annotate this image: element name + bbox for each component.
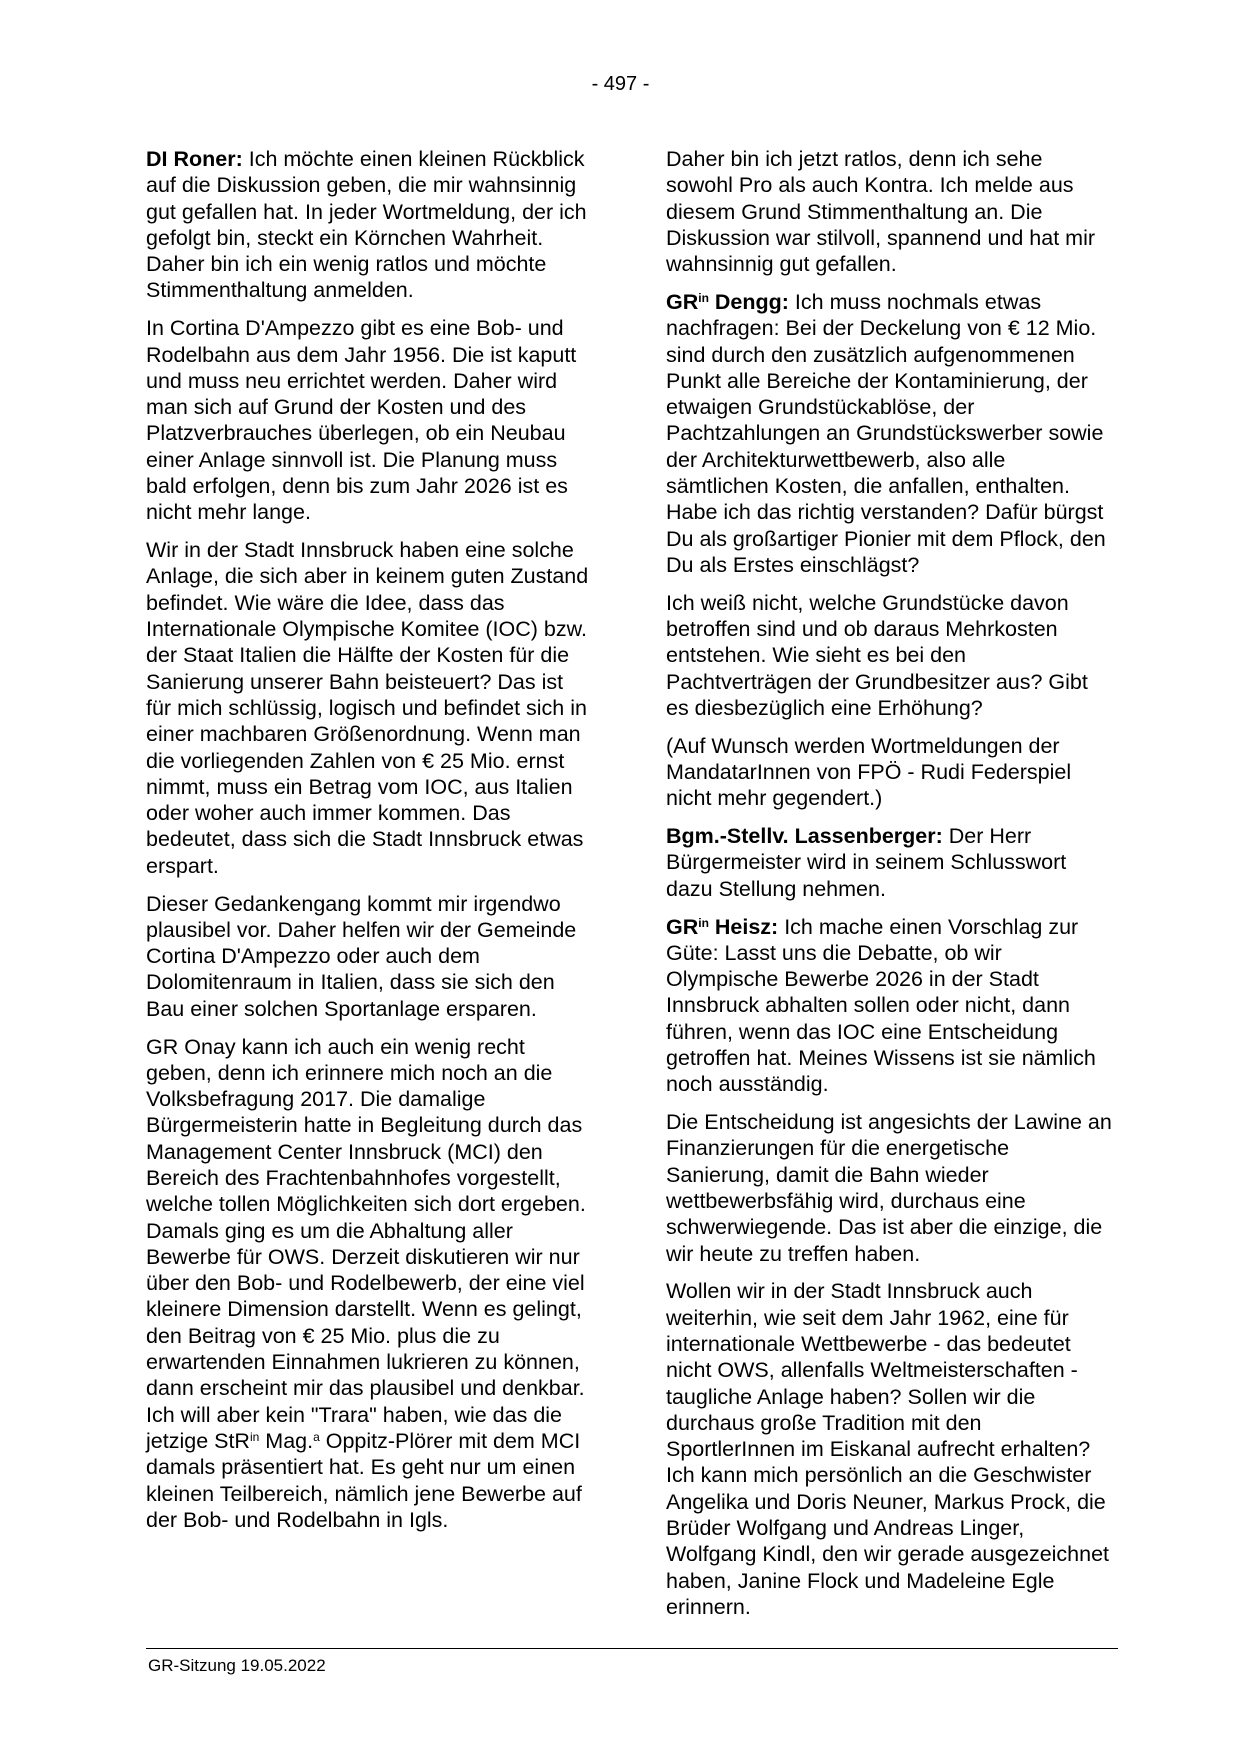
paragraph-text: Ich mache einen Vorschlag zur Güte: Lasst uns die Debatte, ob wir Olympische Bewerbe 2026 in der Stadt Innsbruck abhalten sollen oder nicht, dann führen, wenn das IOC eine Entscheidung getroffen hat. Meines Wissens ist sie nämlich noch ausständig.: [666, 914, 1096, 1097]
paragraph: (Auf Wunsch werden Wortmeldungen der MandatarInnen von FPÖ - Rudi Federspiel nicht mehr gegendert.): [666, 733, 1072, 811]
paragraph: In Cortina D'Ampezzo gibt es eine Bob- und Rodelbahn aus dem Jahr 1956. Die ist kaputt und muss neu errichtet werden. Daher wird man sich auf Grund der Kosten und des Platzverbrauches überlegen, ob ein Neubau einer Anlage sinnvoll ist. Die Planung muss bald erfolgen, denn bis zum Jahr 2026 ist es nicht mehr lange.: [146, 316, 577, 525]
speaker-prefix: GR: [666, 289, 699, 314]
speaker-name: Bgm.-Stellv. Lassenberger:: [666, 824, 943, 849]
paragraph: Dieser Gedankengang kommt mir irgendwo plausibel vor. Daher helfen wir der Gemeinde Cortina D'Ampezzo oder auch dem Dolomitenraum in Italien, dass sie sich den Bau einer solchen Sportanlage ersparen.: [146, 891, 577, 1021]
paragraph-text: Ich muss nochmals etwas nachfragen: Bei der Deckelung von € 12 Mio. sind durch den zusätzlich aufgenommenen Punkt alle Bereiche der Kontaminierung, der etwaigen Grundstückablöse, der Pachtzahlungen an Grundstückswerber sowie der Architekturwettbewerb, also alle sämtlichen Kosten, die anfallen, enthalten. Habe ich das richtig verstanden? Dafür bürgst Du als großartiger Pionier mit dem Pflock, den Du als Erstes einschlägst?: [666, 289, 1106, 577]
paragraph: [666, 823, 1114, 902]
paragraph-text: GR Onay kann ich auch ein wenig recht geben, denn ich erinnere mich noch an die Volksbefragung 2017. Die damalige Bürgermeisterin hatte in Begleitung durch das Management Center Innsbruck (MCI) den Bereich des Frachtenbahnhofes vorgestellt, welche tollen Möglichkeiten sich dort ergeben. Damals ging es um die Abhaltung aller Bewerbe für OWS. Derzeit diskutieren wir nur über den Bob- und Rodelbewerb, der eine viel kleinere Dimension darstellt. Wenn es gelingt, den Beitrag von € 25 Mio. plus die zu erwartenden Einnahmen lukrieren zu können, dann erscheint mir das plausibel und denkbar. Ich will aber kein "Trara" haben, wie das die jetzige StR: [146, 1034, 586, 1453]
speaker-name: [666, 915, 778, 939]
speaker-superscript: in: [698, 915, 709, 930]
left-column: [146, 146, 594, 1545]
paragraph: [666, 914, 1114, 1098]
paragraph-text: Ich möchte einen kleinen Rückblick auf die Diskussion geben, die mir wahnsinnig gut gefallen hat. In jeder Wortmeldung, der ich gefolgt bin, steckt ein Körnchen Wahrheit. Daher bin ich ein wenig ratlos und möchte Stimmenthaltung anmelden.: [146, 147, 587, 303]
paragraph: Daher bin ich jetzt ratlos, denn ich sehe sowohl Pro als auch Kontra. Ich melde aus diesem Grund Stimmenthaltung an. Die Diskussion war stilvoll, spannend und hat mir wahnsinnig gut gefallen.: [666, 147, 1096, 277]
paragraph-text: Mag.: [259, 1428, 314, 1453]
paragraph: Wollen wir in der Stadt Innsbruck auch weiterhin, wie seit dem Jahr 1962, eine für internationale Wettbewerbe - das bedeutet nicht OWS, allenfalls Weltmeisterschaften - taugliche Anlage haben? Sollen wir die durchaus große Tradition mit den SportlerInnen im Eiskanal aufrecht erhalten? Ich kann mich persönlich an die Geschwister Angelika und Doris Neuner, Markus Prock, die Brüder Wolfgang und Andreas Linger, Wolfgang Kindl, den wir gerade ausgezeichnet haben, Janine Flock und Madeleine Egle erinnern.: [666, 1279, 1110, 1619]
speaker-surname: Heisz:: [708, 914, 779, 939]
speaker-name: DI Roner:: [146, 147, 243, 171]
paragraph: Ich weiß nicht, welche Grundstücke davon betroffen sind und ob daraus Mehrkosten entstehen. Wie sieht es bei den Pachtverträgen der Grundbesitzer aus? Gibt es diesbezüglich eine Erhöhung?: [666, 590, 1088, 720]
footer-session-date: GR-Sitzung 19.05.2022: [148, 1656, 326, 1675]
speaker-prefix: GR: [666, 914, 699, 939]
superscript: a: [313, 1429, 320, 1444]
speaker-surname: Dengg:: [708, 289, 789, 314]
page-number: - 497 -: [591, 73, 650, 95]
paragraph: [146, 146, 594, 304]
paragraph: [146, 1034, 594, 1534]
right-column: [666, 146, 1114, 1632]
paragraph: Die Entscheidung ist angesichts der Lawine an Finanzierungen für die energetische Sanierung, damit die Bahn wieder wettbewerbsfähig wird, durchaus eine schwerwiegende. Das ist aber die einzige, die wir heute zu treffen haben.: [666, 1110, 1112, 1266]
paragraph-text: Oppitz-Plörer mit dem MCI damals präsentiert hat. Es geht nur um einen kleinen Teilbereich, nämlich jene Bewerbe auf der Bob- und Rodelbahn in Igls.: [146, 1428, 582, 1532]
footer-divider: [146, 1648, 1118, 1649]
speaker-name: [666, 290, 789, 314]
paragraph: [666, 289, 1114, 578]
paragraph: Wir in der Stadt Innsbruck haben eine solche Anlage, die sich aber in keinem guten Zustand befindet. Wie wäre die Idee, dass das Internationale Olympische Komitee (IOC) bzw. der Staat Italien die Hälfte der Kosten für die Sanierung unserer Bahn beisteuert? Das ist für mich schlüssig, logisch und befindet sich in einer machbaren Größenordnung. Wenn man die vorliegenden Zahlen von € 25 Mio. ernst nimmt, muss ein Betrag vom IOC, aus Italien oder woher auch immer kommen. Das bedeutet, dass sich die Stadt Innsbruck etwas erspart.: [146, 538, 589, 878]
superscript: in: [249, 1429, 260, 1444]
speaker-superscript: in: [698, 290, 709, 305]
paragraph-text: Der Herr Bürgermeister wird in seinem Schlusswort dazu Stellung nehmen.: [666, 824, 1067, 901]
